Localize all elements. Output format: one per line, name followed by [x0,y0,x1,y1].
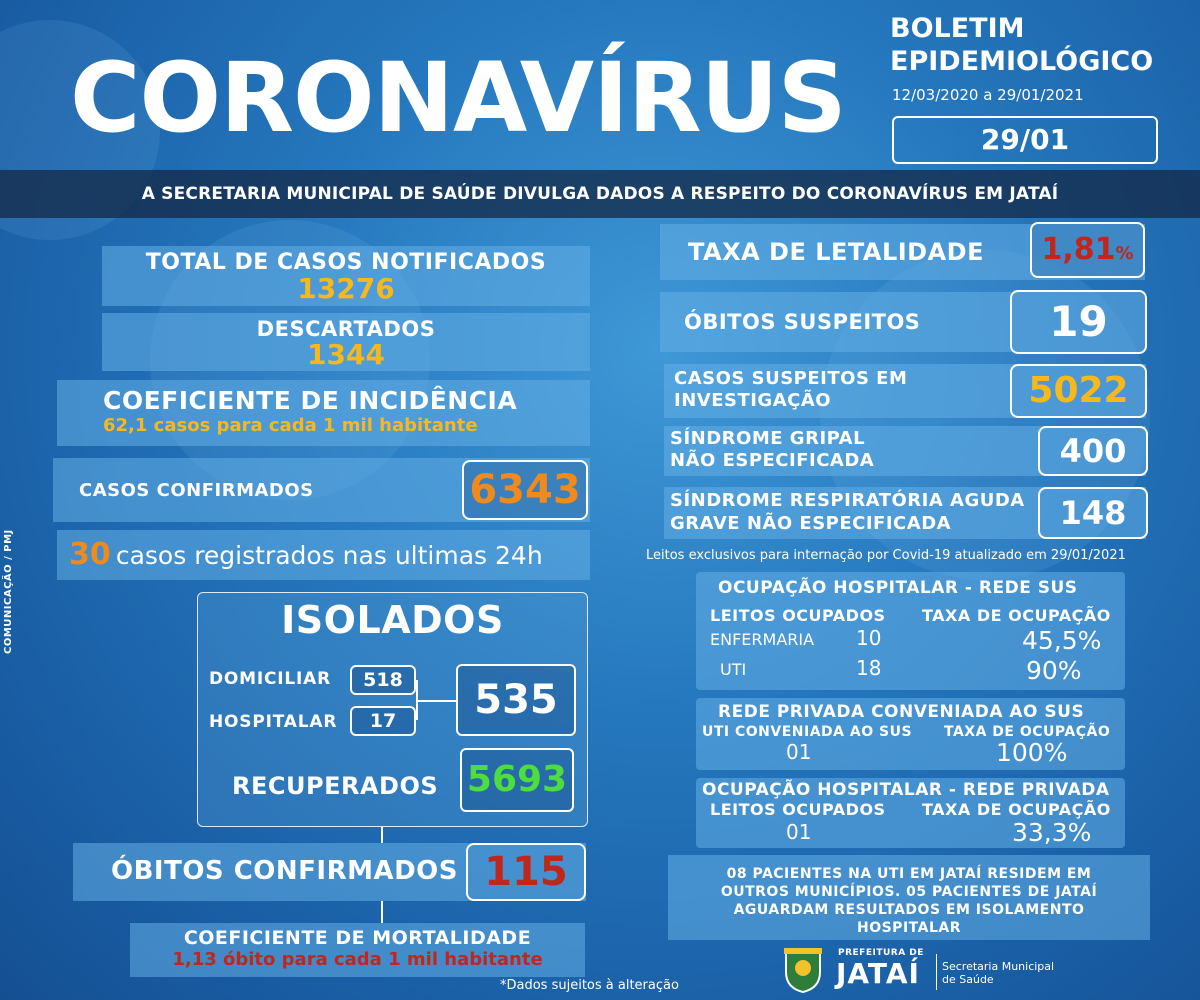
sus-row1-value: 10 [856,626,882,650]
private-rate: 33,3% [1012,818,1092,847]
srag-value: 148 [1038,487,1148,539]
sus-col2: TAXA DE OCUPAÇÃO [922,606,1111,625]
private-col2: TAXA DE OCUPAÇÃO [922,800,1111,819]
logo-prefeitura: PREFEITURA DE [838,948,924,958]
connector-line [381,827,383,843]
notified-cases-panel [102,246,590,306]
private-value: 01 [786,820,812,844]
flu-value: 400 [1038,426,1148,476]
suspected-deaths-value: 19 [1010,290,1147,354]
suspected-deaths-label: ÓBITOS SUSPEITOS [684,310,921,334]
logo-divider [936,954,937,990]
bulletin-date-range: 12/03/2020 a 29/01/2021 [892,86,1084,104]
sus-title: OCUPAÇÃO HOSPITALAR - REDE SUS [718,578,1078,598]
logo-city: JATAÍ [836,957,920,990]
private-sus-col1: UTI CONVENIADA AO SUS [702,724,913,740]
beds-note: Leitos exclusivos para internação por Covid-19 atualizado em 29/01/2021 [646,548,1126,563]
confirmed-value: 6343 [462,460,588,520]
recovered-label: RECUPERADOS [232,772,439,800]
logo-secretaria: Secretaria Municipal de Saúde [942,960,1055,986]
discarded-panel [102,313,590,371]
last24-text: casos registrados nas ultimas 24h [115,541,543,570]
private-sus-value: 01 [786,740,812,764]
srag-label: SÍNDROME RESPIRATÓRIA AGUDA GRAVE NÃO ESPECIFICADA [670,490,1025,534]
lethality-value-box [1030,222,1145,278]
lethality-value: 1,81 [1041,232,1116,267]
incidence-label: COEFICIENTE DE INCIDÊNCIA [103,386,518,415]
private-occupancy-panel [696,778,1125,848]
sus-row1-rate: 45,5% [1022,626,1102,655]
notified-cases-label: TOTAL DE CASOS NOTIFICADOS [145,250,547,275]
home-isolation-value: 518 [350,665,416,695]
uti-note: 08 PACIENTES NA UTI EM JATAÍ RESIDEM EM OUTROS MUNICÍPIOS. 05 PACIENTES DE JATAÍ AGUARDAM RESULTADOS EM ISOLAMENTO HOSPITALAR [668,855,1150,940]
mortality-label: COEFICIENTE DE MORTALIDADE [183,927,532,949]
coat-of-arms-icon [780,946,826,994]
hospital-isolation-value: 17 [350,706,416,736]
side-credit: COMUNICAÇÃO / PMJ [3,529,14,655]
flu-label: SÍNDROME GRIPAL NÃO ESPECIFICADA [670,428,875,471]
connector-line [416,680,418,720]
private-col1: LEITOS OCUPADOS [710,800,886,819]
sus-col1: LEITOS OCUPADOS [710,606,886,625]
suspected-cases-label: CASOS SUSPEITOS EM INVESTIGAÇÃO [674,368,908,411]
private-sus-rate: 100% [996,738,1068,767]
isolated-title: ISOLADOS [281,598,504,642]
sus-row2-value: 18 [856,656,882,680]
hospital-isolation-label: HOSPITALAR [209,712,338,732]
mortality-panel [130,923,585,977]
connector-line [381,901,383,923]
sus-row1-label: ENFERMARIA [710,630,815,649]
last24-panel [57,530,590,580]
announcement-banner: A SECRETARIA MUNICIPAL DE SAÚDE DIVULGA DADOS A RESPEITO DO CORONAVÍRUS EM JATAÍ [0,170,1200,218]
sus-row2-rate: 90% [1026,656,1082,685]
deaths-value: 115 [466,843,586,901]
home-isolation-label: DOMICILIAR [209,669,332,689]
sus-row2-label: UTI [720,660,747,679]
private-title: OCUPAÇÃO HOSPITALAR - REDE PRIVADA [702,780,1110,800]
confirmed-label: CASOS CONFIRMADOS [79,480,314,501]
connector-line [416,700,456,702]
mortality-value: 1,13 óbito para cada 1 mil habitante [172,949,543,970]
private-sus-col2: TAXA DE OCUPAÇÃO [944,724,1111,740]
incidence-panel [57,380,590,446]
private-sus-title: REDE PRIVADA CONVENIADA AO SUS [718,702,1085,722]
discarded-label: DESCARTADOS [256,317,436,341]
private-sus-panel [696,698,1125,770]
page-title: CORONAVÍRUS [70,42,846,154]
isolated-total-value: 535 [456,664,576,736]
notified-cases-value: 13276 [297,272,395,305]
lethality-label: TAXA DE LETALIDADE [688,238,984,266]
last24-value: 30 [69,537,111,572]
bulletin-date: 29/01 [892,116,1158,164]
incidence-value: 62,1 casos para cada 1 mil habitante [103,415,478,436]
recovered-value: 5693 [460,748,574,812]
discarded-value: 1344 [307,338,385,371]
suspected-cases-value: 5022 [1010,364,1147,418]
deaths-label: ÓBITOS CONFIRMADOS [111,856,459,886]
sus-occupancy-panel [696,572,1125,690]
lethality-unit: % [1115,243,1134,264]
bulletin-title: BOLETIM EPIDEMIOLÓGICO [890,13,1154,77]
footnote: *Dados sujeitos à alteração [500,978,679,993]
